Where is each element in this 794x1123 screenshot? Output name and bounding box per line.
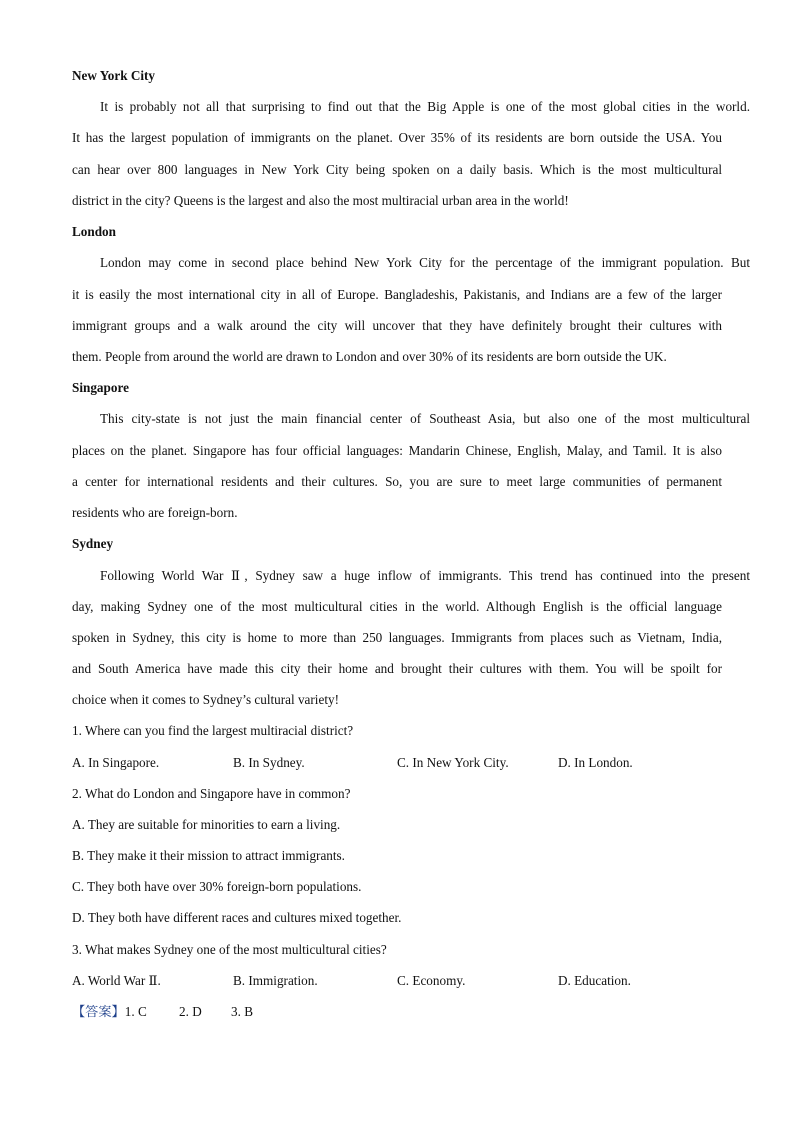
paragraph-line: It has the largest population of immigrants on the planet. Over 35% of its residents are born outside the USA. You <box>72 130 722 145</box>
question-option: D. Education. <box>558 973 631 988</box>
paragraph-line: places on the planet. Singapore has four official languages: Mandarin Chinese, English, Malay, and Tamil. It is also <box>72 443 722 458</box>
paragraph-line: can hear over 800 languages in New York City being spoken on a daily basis. Which is the most multicultural <box>72 162 722 177</box>
paragraph-line: a center for international residents and their cultures. So, you are sure to meet large communities of permanent <box>72 474 722 489</box>
question-option: D. In London. <box>558 755 633 770</box>
paragraph-line: it is easily the most international city in all of Europe. Bangladeshis, Pakistanis, and Indians are a few of the larger <box>72 287 722 302</box>
question-option: C. Economy. <box>397 973 466 988</box>
question-option: A. World War Ⅱ. <box>72 973 161 988</box>
question-option: C. In New York City. <box>397 755 509 770</box>
answer-item: 3. B <box>231 1004 253 1019</box>
question-option: B. Immigration. <box>233 973 318 988</box>
paragraph-line: immigrant groups and a walk around the city will uncover that they have definitely brought their cultures with <box>72 318 722 333</box>
question-option: D. They both have different races and cultures mixed together. <box>72 910 402 925</box>
question-option: B. In Sydney. <box>233 755 305 770</box>
paragraph-line: This city-state is not just the main financial center of Southeast Asia, but also one of the most multicultural <box>100 411 750 426</box>
paragraph-line: residents who are foreign-born. <box>72 505 238 520</box>
paragraph-line: district in the city? Queens is the largest and also the most multiracial urban area in the world! <box>72 193 569 208</box>
section-heading: Sydney <box>72 536 114 551</box>
section-heading: Singapore <box>72 380 129 395</box>
paragraph-line: choice when it comes to Sydney’s cultural variety! <box>72 692 339 707</box>
paragraph-line: It is probably not all that surprising to find out that the Big Apple is one of the most global cities in the world. <box>100 99 750 114</box>
paragraph-line: spoken in Sydney, this city is home to more than 250 languages. Immigrants from places such as Vietnam, India, <box>72 630 722 645</box>
question-option: C. They both have over 30% foreign-born populations. <box>72 879 362 894</box>
section-heading: New York City <box>72 68 156 83</box>
question-stem: 3. What makes Sydney one of the most multicultural cities? <box>72 942 387 957</box>
question-option: A. In Singapore. <box>72 755 160 770</box>
paragraph-line: London may come in second place behind New York City for the percentage of the immigrant population. But <box>100 255 750 270</box>
paragraph-line: Following World War Ⅱ, Sydney saw a huge inflow of immigrants. This trend has continued into the present <box>100 568 750 583</box>
answer-item: 2. D <box>179 1004 202 1019</box>
paragraph-line: and South America have made this city their home and brought their cultures with them. You will be spoilt for <box>72 661 722 676</box>
question-option: A. They are suitable for minorities to earn a living. <box>72 817 341 832</box>
answer-item: 1. C <box>124 1004 147 1019</box>
question-stem: 1. Where can you find the largest multiracial district? <box>72 723 354 738</box>
answer-label: 【答案】 <box>72 1004 125 1019</box>
paragraph-line: them. People from around the world are drawn to London and over 30% of its residents are born outside the UK. <box>72 349 667 364</box>
section-heading: London <box>72 224 116 239</box>
question-stem: 2. What do London and Singapore have in common? <box>72 786 351 801</box>
question-option: B. They make it their mission to attract immigrants. <box>72 848 345 863</box>
answer-key <box>72 1004 147 1020</box>
paragraph-line: day, making Sydney one of the most multicultural cities in the world. Although English is the official language <box>72 599 722 614</box>
